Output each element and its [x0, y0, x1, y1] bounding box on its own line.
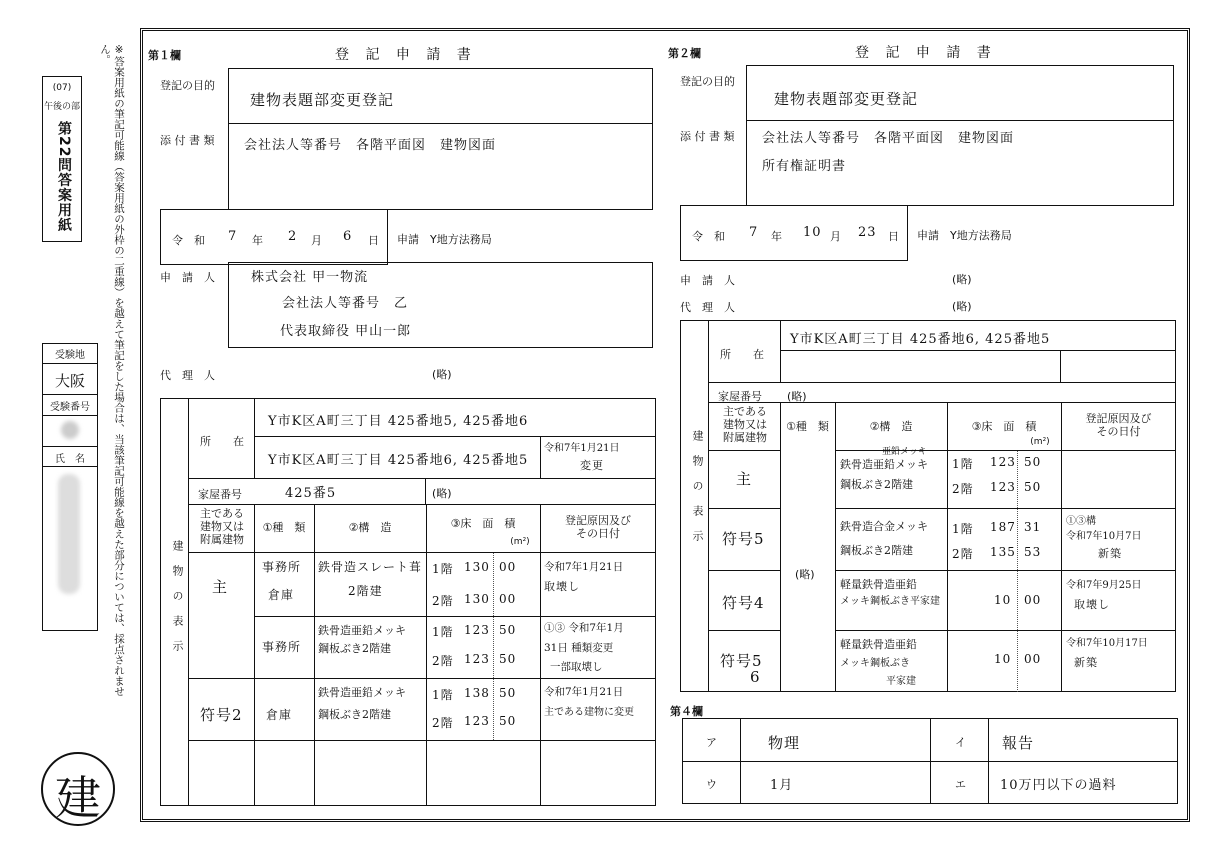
- col1-location-1: Y市K区A町三丁目 425番地5, 425番地6: [268, 414, 529, 429]
- col1-date-y: 7: [228, 229, 238, 244]
- col1-r1-b2: 00: [499, 592, 517, 606]
- col2-location-label: 所 在: [720, 348, 764, 361]
- col2-r2-struct-2: 鋼板ぶき2階建: [840, 544, 913, 557]
- col1-building-side-label: 建物の表示: [171, 540, 184, 665]
- col2-h-kind: ①種 類: [786, 420, 829, 433]
- col2-r1-b2: 50: [1024, 480, 1042, 494]
- col2-h-struct: ②構 造: [869, 420, 913, 433]
- col2-r4-main: 符号5: [720, 652, 763, 670]
- col1-location-note-2: 変更: [580, 459, 604, 472]
- col2-location-1: Y市K区A町三丁目 425番地6, 425番地5: [790, 332, 1051, 347]
- name-label: 氏 名: [55, 454, 85, 465]
- col2-h-cause: 登記原因及び その日付: [1085, 412, 1152, 438]
- exam-session: 午後の部: [43, 102, 80, 112]
- col2-purpose-label: 登記の目的: [680, 75, 735, 88]
- col2-r4-a1: 10: [994, 652, 1012, 666]
- col1-r2-f2: 2階: [432, 654, 454, 668]
- stamp-circle: [41, 752, 115, 826]
- col2-r1-f1: 1階: [952, 457, 974, 471]
- col2-applicant-label: 申 請 人: [680, 274, 735, 287]
- col2-r3-cause-1: 令和7年9月25日: [1066, 580, 1142, 591]
- col1-h-cause: 登記原因及び その日付: [565, 514, 631, 540]
- col2-attach-label: 添 付 書 類: [680, 130, 735, 143]
- col1-r1-f2: 2階: [432, 594, 454, 608]
- col2-r4-main-2: 6: [750, 668, 761, 686]
- col4-section: 第４欄: [670, 705, 703, 718]
- col2-r4-struct-3: 平家建: [886, 676, 916, 687]
- col1-applicant-1: 株式会社 甲一物流: [251, 270, 369, 285]
- col2-r1-struct-2: 鋼板ぶき2階建: [840, 478, 913, 491]
- col1-r1-main: 主: [212, 578, 229, 596]
- exam-site-value: 大阪: [54, 372, 85, 390]
- col1-r3-a2: 123: [464, 714, 490, 728]
- col2-h-area-unit: (m²): [1030, 437, 1050, 447]
- col1-house-no-note: (略): [432, 487, 452, 500]
- col1-house-no-label: 家屋番号: [198, 488, 242, 501]
- col1-h-area-unit: (m²): [510, 537, 530, 547]
- col2-r2-cause-2: 令和7年10月7日: [1066, 531, 1142, 542]
- col1-date-m: 2: [288, 229, 298, 244]
- col2-r2-b1: 31: [1024, 520, 1042, 534]
- col1-r3-f2: 2階: [432, 716, 454, 730]
- col1-r3-struct-1: 鉄骨造亜鉛メッキ: [318, 686, 406, 699]
- col2-r1-struct-0: 亜鉛メッキ: [882, 447, 928, 457]
- col1-r2-f1: 1階: [432, 625, 454, 639]
- col1-r1-kind-1: 事務所: [262, 560, 302, 574]
- col2-r3-cause-2: 取壊し: [1074, 598, 1110, 611]
- col1-r1-a2: 130: [464, 592, 490, 606]
- col2-purpose-value: 建物表題部変更登記: [774, 90, 919, 108]
- col1-title: 登 記 申 請 書: [335, 47, 477, 63]
- col1-r2-kind-1: 事務所: [262, 640, 302, 654]
- col2-r2-cause-3: 新築: [1098, 547, 1122, 560]
- col2-r1-f2: 2階: [952, 482, 974, 496]
- col2-r4-struct-1: 軽量鉄骨造亜鉛: [840, 638, 917, 651]
- col2-agent-value: (略): [952, 300, 972, 313]
- col2-apply-to: 申請 Y地方法務局: [917, 229, 1012, 242]
- col1-purpose-label: 登記の目的: [160, 79, 215, 92]
- col1-r1-struct-2: 2階建: [348, 584, 383, 598]
- col1-apply-to: 申請 Y地方法務局: [397, 233, 492, 246]
- col1-location-label: 所 在: [200, 435, 244, 448]
- col1-applicant-label: 申 請 人: [160, 271, 215, 284]
- col4-e-label: エ: [955, 778, 966, 791]
- col2-r1-a2: 123: [990, 480, 1016, 494]
- col2-r3-b1: 00: [1024, 593, 1042, 607]
- col1-r1-kind-2: 倉庫: [268, 588, 295, 602]
- col2-date-era: 令 和: [692, 230, 725, 243]
- col1-r3-main: 符号2: [200, 706, 243, 724]
- exam-no-redacted: [61, 421, 79, 439]
- col1-h-main: 主である 建物又は 附属建物: [200, 507, 244, 546]
- col2-house-no-value: (略): [787, 390, 807, 403]
- col2-r4-struct-2: メッキ鋼板ぶき: [840, 658, 910, 669]
- examinee-box: [42, 343, 98, 631]
- col1-r3-cause-2: 主である建物に変更: [544, 707, 634, 718]
- col2-r3-a1: 10: [994, 593, 1012, 607]
- col1-r1-cause-1: 令和7年1月21日: [544, 561, 624, 573]
- col2-r1-struct-1: 鉄骨造亜鉛メッキ: [840, 458, 928, 471]
- col1-agent-label: 代 理 人: [160, 369, 215, 382]
- col1-r2-cause-3: 一部取壊し: [550, 661, 603, 673]
- col2-kind-merged: (略): [795, 568, 815, 581]
- exam-title: 第22問答案用紙: [56, 121, 72, 233]
- col1-house-no-value: 425番5: [285, 486, 337, 501]
- col1-applicant-3: 代表取締役 甲山一郎: [280, 324, 412, 339]
- col2-attach-value-2: 所有権証明書: [762, 159, 847, 174]
- exam-site-label: 受験地: [55, 350, 85, 361]
- col2-r4-cause-1: 令和7年10月17日: [1066, 638, 1148, 649]
- col1-agent-value: (略): [432, 368, 452, 381]
- col1-h-kind: ①種 類: [262, 521, 306, 534]
- col2-date-d: 23: [858, 225, 877, 240]
- col1-r1-f1: 1階: [432, 562, 454, 576]
- col1-r3-f1: 1階: [432, 688, 454, 702]
- col1-r2-struct-1: 鉄骨造亜鉛メッキ: [318, 624, 406, 637]
- name-redacted: [58, 474, 80, 594]
- col2-r4-cause-2: 新築: [1074, 656, 1098, 669]
- col1-r1-b1: 00: [499, 560, 517, 574]
- col2-house-no-label: 家屋番号: [718, 390, 762, 403]
- col2-r3-main: 符号4: [722, 594, 765, 612]
- col1-r3-b2: 50: [499, 714, 517, 728]
- col2-building-side-label: 建物の表示: [691, 430, 704, 555]
- col4-a-value: 物理: [768, 734, 801, 752]
- col1-r1-cause-2: 取壊し: [544, 580, 580, 593]
- col2-r2-main: 符号5: [722, 530, 765, 548]
- col2-h-main: 主である 建物又は 附属建物: [723, 405, 767, 444]
- col1-date-d: 6: [343, 229, 353, 244]
- col2-r2-a1: 187: [990, 520, 1016, 534]
- col1-section: 第１欄: [148, 49, 181, 62]
- col1-r2-a1: 123: [464, 623, 490, 637]
- col2-date-d-unit: 日: [888, 230, 899, 243]
- col1-r2-b1: 50: [499, 623, 517, 637]
- col2-r1-main: 主: [736, 470, 753, 488]
- col1-r1-a1: 130: [464, 560, 490, 574]
- col2-r2-struct-1: 鉄骨造合金メッキ: [840, 520, 928, 533]
- col1-r1-struct-1: 鉄骨造スレート葺: [318, 560, 423, 574]
- col1-r2-a2: 123: [464, 652, 490, 666]
- col2-date-y-unit: 年: [771, 230, 782, 243]
- col2-section: 第２欄: [668, 47, 701, 60]
- col2-r1-b1: 50: [1024, 455, 1042, 469]
- col1-r3-b1: 50: [499, 686, 517, 700]
- col2-r2-a2: 135: [990, 545, 1016, 559]
- col2-r3-struct-2: メッキ鋼板ぶき平家建: [840, 596, 940, 607]
- col2-h-area: ③床 面 積: [971, 420, 1037, 433]
- col1-r2-struct-2: 鋼板ぶき2階建: [318, 642, 391, 655]
- col1-attach-label: 添 付 書 類: [160, 134, 215, 147]
- col2-r1-a1: 123: [990, 455, 1016, 469]
- exam-header-box: [42, 76, 82, 242]
- col4-u-label: ウ: [706, 778, 717, 791]
- col4-e-value: 10万円以下の過料: [1000, 778, 1117, 793]
- col1-attach-value: 会社法人等番号 各階平面図 建物図面: [244, 138, 497, 153]
- col2-r2-cause-1: ①③構: [1066, 516, 1096, 527]
- col1-h-struct: ②構 造: [348, 521, 392, 534]
- col4-i-label: イ: [955, 736, 966, 749]
- col2-date-y: 7: [749, 225, 759, 240]
- col1-date-y-unit: 年: [252, 234, 263, 247]
- col2-date-m-unit: 月: [830, 230, 841, 243]
- col4-i-value: 報告: [1002, 734, 1035, 752]
- col1-date-m-unit: 月: [311, 234, 322, 247]
- col1-date-era: 令 和: [172, 234, 205, 247]
- col2-r4-b1: 00: [1024, 652, 1042, 666]
- col2-r3-struct-1: 軽量鉄骨造亜鉛: [840, 578, 917, 591]
- col4-u-value: 1月: [770, 778, 794, 793]
- col2-title: 登 記 申 請 書: [855, 45, 997, 61]
- col1-h-area: ③床 面 積: [450, 517, 516, 530]
- col1-r3-struct-2: 鋼板ぶき2階建: [318, 708, 391, 721]
- col1-r2-cause-1: ①③ 令和7年1月: [544, 622, 624, 634]
- col2-agent-label: 代 理 人: [680, 301, 735, 314]
- stamp-glyph: 建: [55, 771, 101, 825]
- col1-location-2: Y市K区A町三丁目 425番地6, 425番地5: [268, 453, 529, 468]
- col2-applicant-value: (略): [952, 273, 972, 286]
- col1-purpose-value: 建物表題部変更登記: [250, 91, 395, 109]
- col2-r2-f1: 1階: [952, 522, 974, 536]
- exam-no-label: 受験番号: [50, 402, 90, 413]
- col2-attach-value-1: 会社法人等番号 各階平面図 建物図面: [762, 131, 1015, 146]
- col1-date-d-unit: 日: [368, 234, 379, 247]
- col1-r3-cause-1: 令和7年1月21日: [544, 686, 624, 698]
- col1-r2-b2: 50: [499, 652, 517, 666]
- col1-r3-a1: 138: [464, 686, 490, 700]
- col2-r2-f2: 2階: [952, 547, 974, 561]
- exam-code: (07): [52, 83, 72, 93]
- exam-note: ※答案用紙の筆記可能線（答案用紙の外枠の二重線）を越えて筆記をした場合は、当該筆記可能線を越えた部分については、採点されません。: [99, 44, 125, 697]
- col2-r2-b2: 53: [1024, 545, 1042, 559]
- col2-date-m: 10: [803, 225, 822, 240]
- col1-r3-kind-1: 倉庫: [266, 708, 293, 722]
- col4-a-label: ア: [706, 736, 717, 749]
- col1-location-note-1: 令和7年1月21日: [544, 443, 620, 454]
- col1-r2-cause-2: 31日 種類変更: [544, 642, 614, 654]
- col1-applicant-2: 会社法人等番号 乙: [282, 296, 409, 311]
